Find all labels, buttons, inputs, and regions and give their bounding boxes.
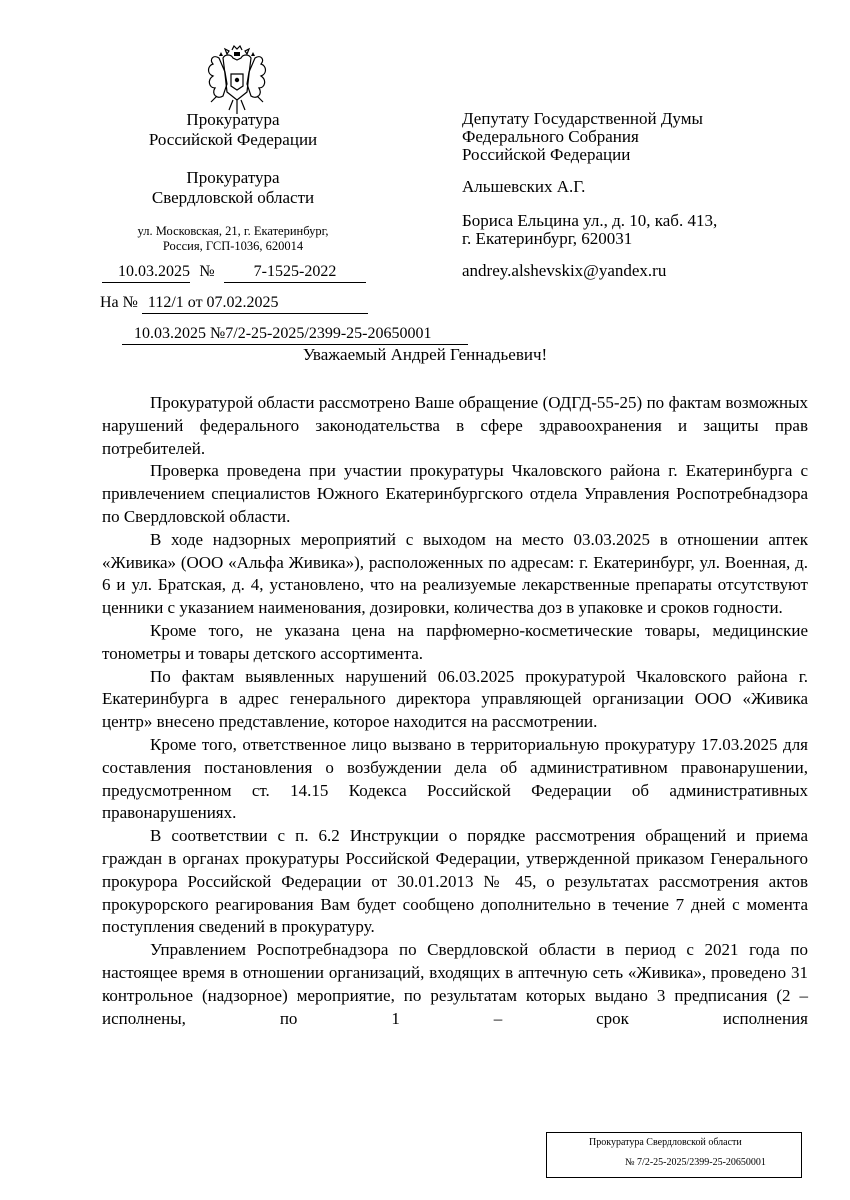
body-paragraph: Управлением Роспотребнадзора по Свердловской области в период с 2021 года по настоящее время в отношении организаций, входящих в аптечную сеть «Живика», проведено 31 контрольное (надзорное) мероприятие, по результатам которых выдано 3 предписания (2 – исполнены, по 1 – срок исполнения bbox=[102, 940, 808, 1028]
reference-prefix: На № bbox=[100, 294, 138, 311]
registration-line bbox=[102, 262, 366, 283]
registration-stamp bbox=[546, 1132, 802, 1178]
outgoing-number: №7/2-25-2025/2399-25-20650001 bbox=[210, 325, 432, 342]
body-paragraph: В ходе надзорных мероприятий с выходом на место 03.03.2025 в отношении аптек «Живика» (ООО «Альфа Живика»), расположенных по адресам: г. Екатеринбург, ул. Военная, д. 6 и ул. Братская, д. 4, установлено, что на реализуемые лекарственные препараты отсутствуют ценники с указанием наименования, дозировки, количества доз в упаковке и сроков годности. bbox=[102, 529, 808, 618]
registration-number-sign: № bbox=[199, 263, 215, 280]
double-headed-eagle-emblem bbox=[203, 44, 271, 118]
stamp-line1: Прокуратура Свердловской области bbox=[589, 1137, 742, 1148]
recipient-title bbox=[462, 110, 703, 164]
sender-address-line1: ул. Московская, 21, г. Екатеринбург, bbox=[137, 224, 329, 238]
body-paragraph: Проверка проведена при участии прокуратуры Чкаловского района г. Екатеринбурга с привлечением специалистов Южного Екатеринбургского отдела Управления Роспотребнадзора по Свердловской области. bbox=[102, 461, 808, 526]
recipient-address1: Бориса Ельцина ул., д. 10, каб. 413, bbox=[462, 211, 718, 230]
body-paragraph: В соответствии с п. 6.2 Инструкции о порядке рассмотрения обращений и приема граждан в органах прокуратуры Российской Федерации, утвержденной приказом Генерального прокурора Российской Федерации от 30.01.2013 № 45, о результатах рассмотрения актов прокурорского реагирования Вам будет сообщено дополнительно в течение 7 дней с момента поступления сведений в прокуратуру. bbox=[102, 826, 808, 937]
letter-body bbox=[102, 392, 808, 1030]
sender-org-line1: Прокуратура bbox=[186, 110, 280, 129]
body-paragraph: Кроме того, ответственное лицо вызвано в территориальную прокуратуру 17.03.2025 для составления постановления о возбуждении дела об административном правонарушении, предусмотренном ст. 14.15 Кодекса Российской Федерации об административных правонарушениях. bbox=[102, 734, 808, 823]
recipient-email: andrey.alshevskix@yandex.ru bbox=[462, 261, 667, 280]
body-paragraph: Кроме того, не указана цена на парфюмерно-косметические товары, медицинские тонометры и товары детского ассортимента. bbox=[102, 620, 808, 663]
recipient-line1: Депутату Государственной Думы bbox=[462, 109, 703, 128]
sender-suborg-line2: Свердловской области bbox=[151, 188, 315, 207]
stamp-line2: № 7/2-25-2025/2399-25-20650001 bbox=[625, 1157, 766, 1168]
greeting: Уважаемый Андрей Геннадьевич! bbox=[302, 345, 548, 364]
sender-suborg bbox=[128, 168, 338, 208]
reference-line bbox=[100, 293, 368, 314]
body-paragraph: Прокуратурой области рассмотрено Ваше обращение (ОДГД-55-25) по фактам возможных нарушений федерального законодательства в сфере здравоохранения и защиты прав потребителей. bbox=[102, 393, 808, 458]
body-paragraph: По фактам выявленных нарушений 06.03.2025 прокуратурой Чкаловского района г. Екатеринбурга в адрес генерального директора управляющей организации ООО «Живика центр» внесено представление, которое находится на рассмотрении. bbox=[102, 666, 808, 732]
recipient-address2: г. Екатеринбург, 620031 bbox=[462, 229, 633, 248]
recipient-line2: Федерального Собрания bbox=[462, 127, 639, 146]
registration-date: 10.03.2025 bbox=[102, 262, 190, 283]
sender-address bbox=[108, 224, 358, 254]
sender-org bbox=[128, 110, 338, 150]
registration-number: 7-1525-2022 bbox=[224, 262, 366, 283]
sender-org-line2: Российской Федерации bbox=[148, 130, 318, 149]
recipient-name: Альшевских А.Г. bbox=[462, 177, 586, 196]
sender-address-line2: Россия, ГСП-1036, 620014 bbox=[162, 239, 304, 253]
outgoing-line bbox=[122, 324, 468, 345]
outgoing-date: 10.03.2025 bbox=[134, 325, 206, 342]
recipient-line3: Российской Федерации bbox=[462, 145, 631, 164]
reference-value: 112/1 от 07.02.2025 bbox=[142, 293, 368, 314]
recipient-address bbox=[462, 212, 717, 248]
sender-suborg-line1: Прокуратура bbox=[186, 168, 280, 187]
